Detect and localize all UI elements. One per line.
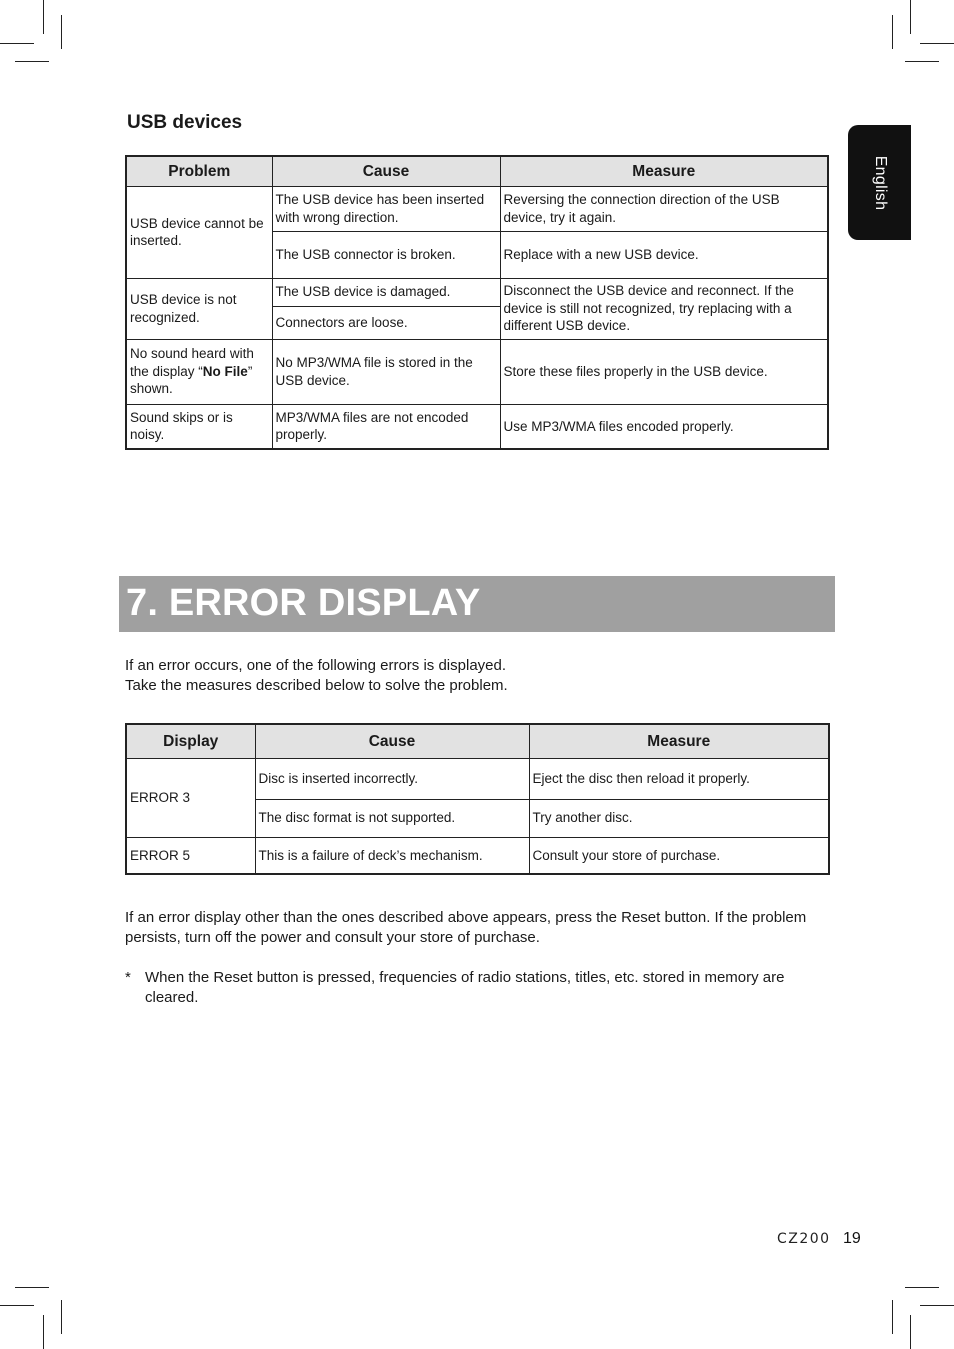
measure-cell: Disconnect the USB device and reconnect. If the device is still not recognized, try replacing with a different USB device. <box>500 278 828 339</box>
cause-cell: No MP3/WMA file is stored in the USB device. <box>272 339 500 404</box>
header-cause: Cause <box>272 156 500 186</box>
crop-mark <box>892 15 893 49</box>
crop-mark <box>920 1305 954 1306</box>
crop-mark <box>43 1315 44 1349</box>
measure-cell: Consult your store of purchase. <box>529 837 829 874</box>
crop-mark <box>0 1305 34 1306</box>
table-row <box>126 404 828 449</box>
crop-mark <box>43 0 44 34</box>
language-tab-label: English <box>871 155 889 210</box>
display-cell: ERROR 5 <box>126 837 255 874</box>
crop-mark <box>0 43 34 44</box>
crop-mark <box>910 1315 911 1349</box>
cause-cell: The USB device has been inserted with wrong direction. <box>272 186 500 231</box>
crop-mark <box>61 15 62 49</box>
problem-cell: USB device is not recognized. <box>126 278 272 339</box>
measure-cell: Eject the disc then reload it properly. <box>529 758 829 799</box>
usb-troubleshooting-table <box>125 155 829 450</box>
table-row <box>126 278 828 306</box>
no-file-display-text: No File <box>202 363 248 379</box>
crop-mark <box>15 61 49 62</box>
header-cause: Cause <box>255 724 529 758</box>
measure-cell: Replace with a new USB device. <box>500 231 828 278</box>
table-row <box>126 339 828 404</box>
problem-text: ” shown. <box>130 363 253 397</box>
problem-cell: Sound skips or is noisy. <box>126 404 272 449</box>
section-banner <box>119 576 835 632</box>
measure-cell: Try another disc. <box>529 799 829 837</box>
cause-cell: MP3/WMA files are not encoded properly. <box>272 404 500 449</box>
page-number: 19 <box>843 1230 861 1247</box>
crop-mark <box>892 1300 893 1334</box>
header-problem: Problem <box>126 156 272 186</box>
note-text: When the Reset button is pressed, frequencies of radio stations, titles, etc. stored in memory are cleared. <box>145 969 785 1006</box>
reset-instructions: If an error display other than the ones described above appears, press the Reset button. If the problem persists, turn off the power and consult your store of purchase. <box>125 909 807 946</box>
table-header-row <box>126 156 828 186</box>
measure-cell: Store these files properly in the USB device. <box>500 339 828 404</box>
cause-cell: The disc format is not supported. <box>255 799 529 837</box>
problem-text: No sound heard with the display “ <box>130 346 254 379</box>
crop-mark <box>905 61 939 62</box>
usb-devices-heading: USB devices <box>127 112 243 133</box>
intro-line-1: If an error occurs, one of the following errors is displayed. <box>125 657 507 674</box>
model-name: CZ200 <box>777 1231 831 1247</box>
crop-mark <box>910 0 911 34</box>
table-row <box>126 186 828 231</box>
crop-mark <box>61 1300 62 1334</box>
header-measure: Measure <box>500 156 828 186</box>
cause-cell: This is a failure of deck’s mechanism. <box>255 837 529 874</box>
header-display: Display <box>126 724 255 758</box>
cause-cell: The USB device is damaged. <box>272 278 500 306</box>
intro-line-2: Take the measures described below to solve the problem. <box>125 677 508 694</box>
note-marker: * <box>125 969 131 986</box>
cause-cell: Connectors are loose. <box>272 306 500 339</box>
problem-cell <box>126 339 272 404</box>
crop-mark <box>920 43 954 44</box>
reset-note <box>125 968 830 1008</box>
error-display-table <box>125 723 830 875</box>
crop-mark <box>905 1287 939 1288</box>
cause-cell: The USB connector is broken. <box>272 231 500 278</box>
crop-mark <box>15 1287 49 1288</box>
table-row <box>126 837 829 874</box>
display-cell: ERROR 3 <box>126 758 255 837</box>
measure-cell: Use MP3/WMA files encoded properly. <box>500 404 828 449</box>
table-row <box>126 758 829 799</box>
problem-cell: USB device cannot be inserted. <box>126 186 272 278</box>
section-title: 7. ERROR DISPLAY <box>126 582 481 624</box>
table-header-row <box>126 724 829 758</box>
language-tab <box>848 125 911 240</box>
header-measure: Measure <box>529 724 829 758</box>
cause-cell: Disc is inserted incorrectly. <box>255 758 529 799</box>
measure-cell: Reversing the connection direction of the USB device, try it again. <box>500 186 828 231</box>
